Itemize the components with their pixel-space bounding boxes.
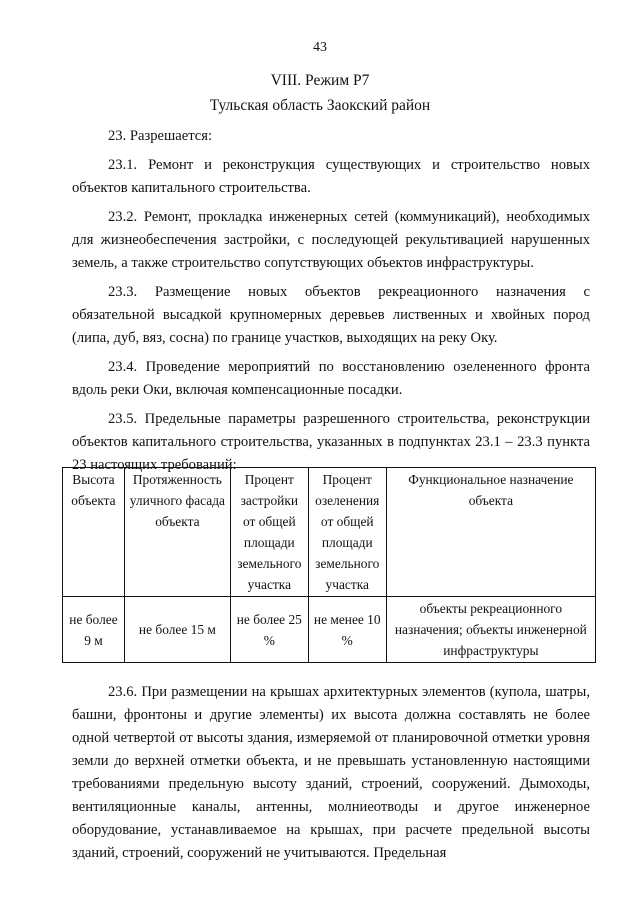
header-facade-length: Протяженность уличного фасада объекта [124,468,230,597]
header-function: Функциональное назначение объекта [386,468,595,597]
cell-facade-length: не более 15 м [124,597,230,663]
paragraph-23-3: 23.3. Размещение новых объектов рекреационного назначения с обязательной высадкой крупномерных деревьев лиственных и хвойных пород (липа, дуб, вяз, сосна) по границе участков, выходящих на реку Оку. [72,284,590,346]
cell-greening-percent: не менее 10 % [308,597,386,663]
paragraph-23-4: 23.4. Проведение мероприятий по восстановлению озелененного фронта вдоль реки Оки, включая компенсационные посадки. [72,359,590,398]
paragraph-23-2: 23.2. Ремонт, прокладка инженерных сетей (коммуникаций), необходимых для жизнеобеспечения застройки, с последующей рекультивацией нарушенных земель, а также строительство сопутствующих объектов инфраструктуры. [72,209,590,271]
parameters-table [62,467,596,663]
cell-function: объекты рекреационного назначения; объекты инженерной инфраструктуры [386,597,595,663]
body-text-continued [72,681,590,865]
header-building-percent: Процент застройки от общей площади земельного участка [230,468,308,597]
table-header-row [63,468,596,597]
paragraph-23-6: 23.6. При размещении на крышах архитектурных элементов (купола, шатры, башни, фронтоны и другие элементы) их высота должна составлять не более одной четвертой от высоты здания, измеряемой от планировочной отметки уровня земли до верхней отметки объекта, и не превышать установленную настоящими требованиями предельную высоту зданий, строений, сооружений. Дымоходы, вентиляционные каналы, антенны, молниеотводы и другое инженерное оборудование, устанавливаемое на крышах, при расчете предельной высоты зданий, строений, сооружений не учитываются. Предельная [72,684,590,861]
table-row [63,597,596,663]
paragraph-23-5: 23.5. Предельные параметры разрешенного строительства, реконструкции объектов капитального строительства, указанных в подпунктах 23.1 – 23.3 пункта 23 настоящих требований: [72,411,590,473]
paragraph-23-1: 23.1. Ремонт и реконструкция существующих и строительство новых объектов капитального строительства. [72,157,590,196]
section-subtitle: Тульская область Заокский район [209,97,431,114]
paragraph-23: 23. Разрешается: [108,128,213,144]
header-height: Высота объекта [63,468,125,597]
body-text [72,125,590,477]
cell-height: не более 9 м [63,597,125,663]
section-title: VIII. Режим Р7 [270,72,370,89]
cell-building-percent: не более 25 % [230,597,308,663]
page-number: 43 [313,40,327,55]
header-greening-percent: Процент озеленения от общей площади земельного участка [308,468,386,597]
